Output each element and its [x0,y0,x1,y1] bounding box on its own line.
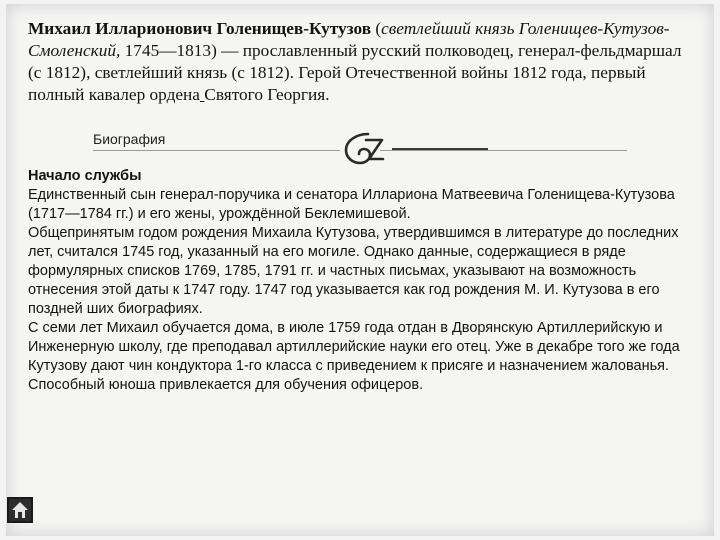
paragraph: Единственный сын генерал-поручика и сенатора Иллариона Матвеевича Голенищева-Кутузова (1717—1784 гг.) и его жены, урождённой Беклемишевой. [28,187,675,222]
biography-text [28,186,700,395]
paragraph: С семи лет Михаил обучается дома, в июле 1759 года отдан в Дворянскую Артиллерийскую и Инженерную школу, где преподавал артиллерийские науки его отец. Уже в декабре того же года Кутузову дают чин кондуктора 1-го класса с приведением к присяге и назначением жалованья. Способный юноша привлекается для обучения офицеров. [28,320,680,393]
person-name: Михаил Илларионович Голенищев-Кутузов [28,19,372,38]
divider-left [93,150,340,151]
divider-accent [392,148,488,150]
intro-description: 1745—1813) — прославленный русский полководец, генерал-фельдмаршал (с 1812), светлейший князь (с 1812). Герой Отечественной войны 1812 года, первый полный кавалер ордена [28,41,682,104]
home-nav-icon[interactable] [7,497,33,523]
order-name: Святого Георгия. [204,85,330,104]
paragraph: Общепринятым годом рождения Михаила Кутузова, утвердившимся в литературе до последних лет, считался 1745 год, указанный на его могиле. Однако данные, содержащиеся в ряде формулярных списков 1769, 1785, 1791 гг. и частных письмах, указывают на возможность отнесения этой даты к 1747 году. 1747 год указывается как год рождения М. И. Кутузова в его поздней ших биографиях. [28,225,679,317]
fleuron-ornament-icon [342,128,386,168]
home-icon [9,499,31,521]
section-subtitle: Биография [93,131,166,147]
divider-right [380,150,627,151]
section-heading: Начало службы [28,168,142,184]
intro-open-paren: ( [371,19,382,38]
intro-paragraph [28,18,688,106]
person-title: светлейший князь Голенищев-Кутузов-Смоленский, [28,19,670,60]
